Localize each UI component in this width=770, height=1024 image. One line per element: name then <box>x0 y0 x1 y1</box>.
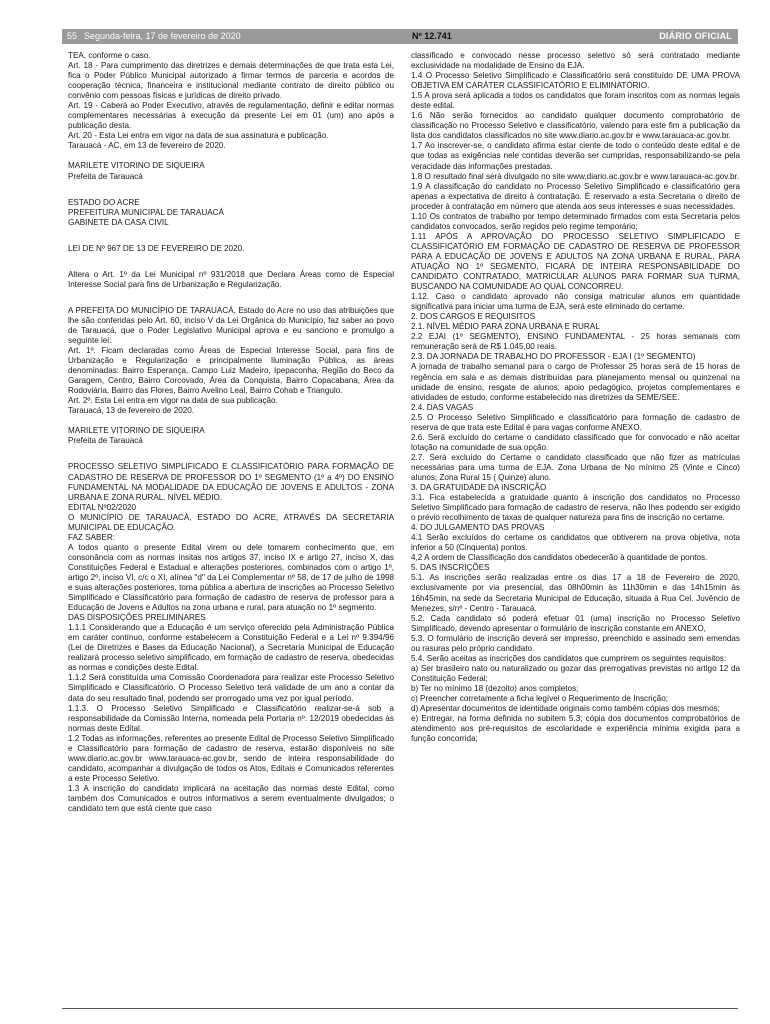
paragraph: Art. 19 - Caberá ao Poder Executivo, através de regulamentação, definir e editar normas complementares necessárias à execução da presente Lei em 01 (um) ano após a publicação desta. <box>68 101 394 131</box>
bottom-rule <box>62 1008 738 1009</box>
page-header <box>62 29 738 44</box>
signature-role: Prefeita de Tarauacá <box>68 436 143 446</box>
paragraph: classificado e convocado nesse processo seletivo só será contratado mediante exclusividade na modalidade de Ensino da EJA. <box>411 51 740 71</box>
law-title: LEI DE Nº 967 DE 13 DE FEVEREIRO DE 2020. <box>68 243 245 253</box>
paragraph: 1.1.1 Considerando que a Educação é um serviço oferecido pela Administração Pública em caráter contínuo, conforme estabelecem a Constituição Federal e a Lei nº 9.394/96 (Lei de Diretrizes e Bases da Educação Nacional), a Secretaria Municipal de Educação realizará processo seletivo simplificado, em formação de cadastro de reserva, obedecidas as normas e condições deste Edital. <box>68 623 394 673</box>
left-column <box>68 51 394 814</box>
section-heading: 2.1. NÍVEL MÉDIO PARA ZONA URBANA E RURAL <box>411 322 600 332</box>
list-item: d) Apresentar documentos de identidade originais como também cópias dos mesmos; <box>411 704 720 714</box>
paragraph: Art. 18 - Para cumprimento das diretrizes e demais determinações de que trata esta Lei, fica o Poder Público Municipal autorizado a firmar termos de parceria e acordos de cooperação técnica, financeira e institucional mediante contrato de direito público ou convênio com pessoas físicas e jurídicas de direito privado. <box>68 61 394 101</box>
paragraph: 2.2 EJAI (1º SEGMENTO), ENSINO FUNDAMENTAL - 25 horas semanais com remuneração será de R$ 1.045,00 reais. <box>411 332 740 352</box>
paragraph: FAZ SABER: <box>68 532 115 542</box>
paragraph: 1.3 A inscrição do candidato implicará na aceitação das normas deste Edital, como também dos Comunicados e outros informativos a serem eventualmente divulgados; o candidato tem que está ciente que caso <box>68 783 394 814</box>
paragraph: 1.5 A prova será aplicada a todos os candidatos que foram inscritos com as normas legais deste edital. <box>411 91 740 111</box>
list-item: b) Ter no mínimo 18 (dezoito) anos completos; <box>411 683 579 693</box>
paragraph: 1.1.2 Será constituída uma Comissão Coordenadora para realizar este Processo Seletivo Simplificado e Classificatório. O Processo Seletivo terá validade de um ano a contar da data do seu resultado final, podendo ser prorrogado uma vez por igual período. <box>68 673 394 703</box>
paragraph: 1.11 APÓS A APROVAÇÃO DO PROCESSO SELETIVO SIMPLIFICADO E CLASSIFICATÓRIO EM FORMAÇÃO DE CADASTRO DE RESERVA DE PROFESSOR PARA A EDUCAÇÃO DE JOVENS E ADULTOS NA ZONA URBANA E RURAL, PARA ATUAÇÃO NO 1º SEGMENTO, FICARÁ DE INTEIRA RESPONSABILIDADE DO CANDIDATO CONTRATADO, MATRICULAR ALUNOS PARA FORMAR SUA TURMA, BUSCANDO NA COMUNIDADE AO QUAL CONCORREU. <box>411 231 740 292</box>
edital-number: EDITAL Nº02/2020 <box>68 502 137 512</box>
paragraph: 5.3. O formulário de inscrição deverá ser impresso, preenchido e assinado sem emendas ou rasuras pelo próprio candidato. <box>411 633 740 653</box>
paragraph: Art. 1º. Ficam declaradas como Áreas de Especial Interesse Social, para fins de Urbanização e Regularização e principalmente Iluminação Pública, as áreas denominadas: Bairro Esperança, Campo Luiz Madeiro, Ipepaconha, Região do Beco da Garagem, Centro, Bairro Corcovado, Área da Conquista, Bairro Copacabana, Área da Rodoviária, Bairro das Flores, Bairro Avelino Leal, Bairro Cohab e Triangulo. <box>68 346 394 396</box>
signature-name: MARILETE VITORINO DE SIQUEIRA <box>68 161 205 171</box>
paragraph: A todos quanto o presente Edital virem ou dele tomarem conhecimento que, em consonância com as normas ínsitas nos artigos 37, inciso IX e artigo 27, inciso X, das Constituições Federal e Estadual e alterações posteriores, combinados com o artigo 1º, artigo 2º, inciso VI, c/c o XI, alínea "d" da Lei Complementar nº 58, de 17 de julho de 1998 e suas alterações posteriores, torna pública a abertura de inscrições ao Processo Seletivo Simplificado e Classificatório para formação de cadastro de reserva de professor para a Educação de Jovens e Adultos na zona urbana e rural, para atuação no 1º segmento. <box>68 542 394 613</box>
paragraph: 1.12. Caso o candidato aprovado não consiga matricular alunos em quantidade significativa para iniciar uma turma de EJA, será este eliminado do certame. <box>411 292 740 312</box>
journal-title: DIÁRIO OFICIAL <box>659 31 732 41</box>
paragraph: 1.10 Os contratos de trabalho por tempo determinado firmados com esta Secretaria pelos candidatos convocados, serão regidos pelo regime temporário; <box>411 211 740 231</box>
paragraph: Tarauacá, 13 de fevereiro de 2020. <box>68 406 195 416</box>
heading-line: GABINETE DA CASA CIVIL <box>68 217 169 227</box>
paragraph: 1.8 O resultado final será divulgado no site www.diario.ac.gov.br e www.tarauaca-ac.gov.br. <box>411 171 740 181</box>
paragraph: 4,2 A ordem de Classificação dos candidatos obedecerão à quantidade de pontos. <box>411 553 708 563</box>
section-heading: 3. DA GRATUIDADE DA INSCRIÇÃO <box>411 483 547 493</box>
paragraph: O MUNICÍPIO DE TARAUACÁ, ESTADO DO ACRE, ATRAVÉS DA SECRETARIA MUNICIPAL DE EDUCAÇÃO. <box>68 512 394 532</box>
paragraph: 5.4. Serão aceitas as inscrições dos candidatos que cumprirem os seguintes requisitos: <box>411 653 727 663</box>
paragraph: 1.7 Ao inscrever-se, o candidato afirma estar ciente de todo o conteúdo deste edital e de que todas as exigências nele contidas deverão ser cumpridas, responsabilizando-se pela veracidade das informações prestadas. <box>411 141 740 171</box>
section-heading: 4. DO JULGAMENTO DAS PROVAS <box>411 523 545 533</box>
paragraph: Art. 20 - Esta Lei entra em vigor na data de sua assinatura e publicação. <box>68 131 329 141</box>
signature-name: MARILETE VITORINO DE SIQUEIRA <box>68 426 205 436</box>
paragraph: 2.6. Será excluído do certame o candidato classificado que for convocado e não aceitar lotação na comunidade de sua opção. <box>411 432 740 452</box>
paragraph: 5.2. Cada candidato só poderá efetuar 01 (uma) inscrição no Processo Seletivo Simplificado, devendo apresentar o formulário de inscrição constante em ANEXO, <box>411 613 740 633</box>
heading-line: PREFEITURA MUNICIPAL DE TARAUACÁ <box>68 207 224 217</box>
list-item: a) Ser brasileiro nato ou naturalizado ou gozar das prerrogativas previstas no artigo 12 da Constituição Federal; <box>411 663 740 683</box>
list-item: c) Preencher corretamente a ficha legível o Requerimento de Inscrição; <box>411 694 668 703</box>
signature-role: Prefeita de Tarauacá <box>68 171 143 181</box>
paragraph: 4.1 Serão excluídos do certame os candidatos que obtiverem na prova objetiva, nota inferior a 50 (Cinquenta) pontos. <box>411 533 740 553</box>
paragraph: TEA, conforme o caso. <box>68 51 151 60</box>
section-heading: 2.3. DA JORNADA DE TRABALHO DO PROFESSOR - EJA I (1º SEGMENTO) <box>411 352 696 362</box>
paragraph: 1.9 A classificação do candidato no Processo Seletivo Simplificado e classificatório gera apenas a expectativa de direito à contratação. É reservado a esta Secretaria o direito de proceder à contratação em número que atenda aos seus interesses e suas necessidades. <box>411 181 740 211</box>
paragraph: 2.5 O Processo Seletivo Simplificado e classificatório para formação de cadastro de reserva de que trata este Edital é para vagas conforme ANEXO. <box>411 412 740 432</box>
paragraph: Art. 2º. Esta Lei entra em vigor na data de sua publicação. <box>68 396 278 406</box>
paragraph: 5.1. As inscrições serão realizadas entre os dias 17 a 18 de Fevereiro de 2020, exclusivamente por via presencial, das 08h00min às 11h30min e das 14h15min às 16h45min, na sede da Secretaria Municipal de Educação, situada à Rua Cel. Juvêncio de Menezes, s/nº - Centro - Tarauacá. <box>411 573 740 613</box>
issue-date: Segunda-feira, 17 de fevereiro de 2020 <box>84 31 241 41</box>
paragraph: 1.1.3. O Processo Seletivo Simplificado e Classificatório realizar-se-á sob a responsabilidade da Comissão Interna, nomeada pela Portaria nº. 12/2019 obedecidas às normas deste Edital. <box>68 703 394 733</box>
right-column <box>411 51 740 744</box>
paragraph: 1.4 O Processo Seletivo Simplificado e Classificatório será constituído DE UMA PROVA OBJETIVA EM CARÁTER CLASSIFICATÓRIO E ELIMINATÓRIO. <box>411 71 740 91</box>
paragraph: 3.1. Fica estabelecida a gratuidade quanto à inscrição dos candidatos no Processo Seletivo Simplificado para formação de cadastro de reserva, não lhes podendo ser exigido o prévio recolhimento de taxas de qualquer natureza para fins de inscrição no certame. <box>411 493 740 523</box>
section-heading: 2. DOS CARGOS E REQUISITOS <box>411 312 536 322</box>
edital-title: PROCESSO SELETIVO SIMPLIFICADO E CLASSIFICATÓRIO PARA FORMAÇÃO DE CADASTRO DE RESERVA DE PROFESSOR DO 1º SEGMENTO (1º a 4º) DO ENSINO FUNDAMENTAL NA MODALIDADE DA EDUCAÇÃO DE JOVENS E ADULTOS - ZONA URBANA E ZONA RURAL. NÍVEL MÉDIO. <box>68 462 394 502</box>
paragraph: 1.2 Todas as informações, referentes ao presente Edital de Processo Seletivo Simplificado e Classificatório para formação de cadastro de reserva, estarão disponíveis no site www.diario.ac.gov.br www.tarauaca-ac.gov.br, sendo de inteira responsabilidade do candidato, acompanhar a divulgação de todos os Atos, Editais e Comunicados referentes a este Processo Seletivo. <box>68 733 394 783</box>
list-item: e) Entregar, na forma definida no subitem 5.3; cópia dos documentos comprobatórios de atendimento aos pré-requisitos de escolaridade e experiência mínima exigida para a função concorrida; <box>411 714 740 744</box>
section-heading: 2.4. DAS VAGAS <box>411 402 474 412</box>
heading-line: ESTADO DO ACRE <box>68 197 140 207</box>
paragraph: A jornada de trabalho semanal para o cargo de Professor 25 horas será de 15 horas de regência em sala e as demais distribuídas para planejamento mensal ou quinzenal na unidade de ensino, resgate de alunos, apoio pedagógico, projetos complementares e atividades de estudo, conforme estabelecido nas diretrizes da SEME/SEE. <box>411 362 740 402</box>
issue-number: Nº 12.741 <box>412 31 452 41</box>
paragraph: A PREFEITA DO MUNICÍPIO DE TARAUACÁ, Estado do Acre no uso das atribuições que lhe são conferidas pelo Art. 60, inciso V da Lei Orgânica do Município, faz saber ao povo de Tarauacá, que o Poder Legislativo Municipal aprova e eu sanciono e promulgo a seguinte lei: <box>68 305 394 345</box>
paragraph: 1.6 Não serão fornecidos ao candidato qualquer documento comprobatório de classificação no Processo Seletivo e classificatório, valendo para este fim a publicação da lista dos candidatos classificados no site www.diario.ac.gov.br e www.tarauaca-ac.gov.br. <box>411 111 740 141</box>
page-number: 55 <box>67 31 78 41</box>
law-summary: Altera o Art. 1º da Lei Municipal nº 931/2018 que Declara Áreas como de Especial Interesse Social para fins de Urbanização e Regularização. <box>68 269 394 289</box>
section-heading: DAS DISPOSIÇÕES PRELIMINARES <box>68 613 206 623</box>
paragraph: Tarauacá - AC, em 13 de fevereiro de 2020. <box>68 141 226 151</box>
paragraph: 2.7. Será excluído do Certame o candidato classificado que não fizer as matrículas necessárias para uma turma de EJA. Zona Urbana de No mínimo 25 (Vinte e Cinco) alunos; Zona Rural 15 ( Quinze) aluno. <box>411 452 740 482</box>
section-heading: 5. DAS INSCRIÇÕES <box>411 563 490 573</box>
